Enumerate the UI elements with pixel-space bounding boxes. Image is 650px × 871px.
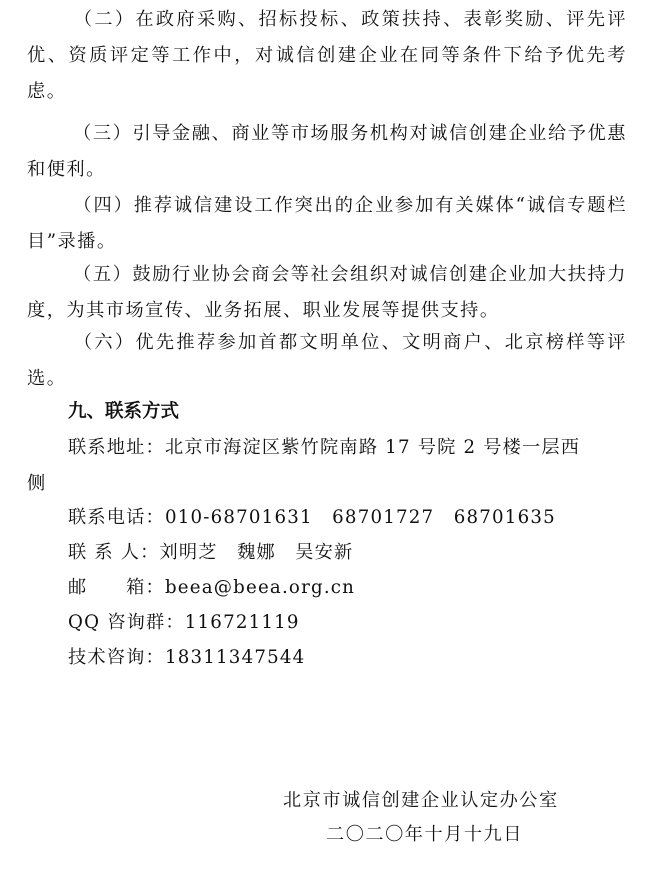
contact-address-wrap: 侧	[27, 473, 46, 494]
paragraph-4: （四）推荐诚信建设工作突出的企业参加有关媒体“诚信专题栏目”录播。	[27, 195, 627, 252]
signature-date: 二〇二〇年十月十九日	[326, 824, 523, 845]
contact-address: 联系地址：北京市海淀区紫竹院南路 17 号院 2 号楼一层西	[68, 437, 581, 458]
contact-qq: QQ 咨询群：116721119	[68, 612, 300, 633]
section-heading: 九、联系方式	[68, 401, 180, 422]
contact-tech: 技术咨询：18311347544	[68, 647, 306, 668]
paragraph-6: （六）优先推荐参加首都文明单位、文明商户、北京榜样等评选。	[27, 332, 627, 389]
contact-phone: 联系电话：010-68701631 68701727 68701635	[68, 507, 556, 528]
paragraph-5: （五）鼓励行业协会商会等社会组织对诚信创建企业加大扶持力度，为其市场宣传、业务拓展、职业发展等提供支持。	[27, 264, 627, 321]
signature-org: 北京市诚信创建企业认定办公室	[283, 790, 559, 811]
contact-person: 联 系 人：刘明芝 魏娜 吴安新	[68, 542, 354, 563]
paragraph-3: （三）引导金融、商业等市场服务机构对诚信创建企业给予优惠和便利。	[27, 123, 627, 180]
paragraph-2: （二）在政府采购、招标投标、政策扶持、表彰奖励、评先评优、资质评定等工作中，对诚信创建企业在同等条件下给予优先考虑。	[27, 9, 627, 102]
contact-email: 邮 箱：beea@beea.org.cn	[68, 577, 356, 598]
